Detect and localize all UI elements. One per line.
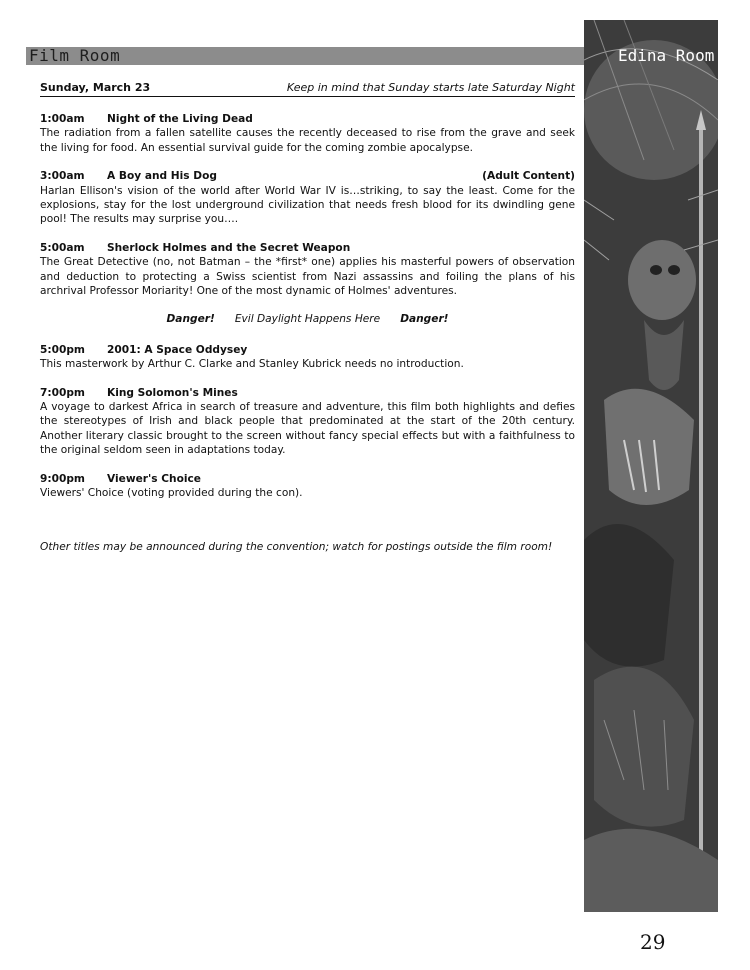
film-time: 5:00pm [40, 343, 85, 356]
danger-notice [40, 312, 575, 326]
film-description: Harlan Ellison's vision of the world after World War IV is…striking, to say the least. Come for the explosions, stay for the lost underground civilization that needs fresh blood for its dwindling gene pool! The results may surprise you…. [40, 184, 575, 226]
film-entry [40, 241, 575, 299]
film-title: 2001: A Space Oddysey [107, 343, 248, 356]
film-title: King Solomon's Mines [107, 386, 238, 399]
schedule-date: Sunday, March 23 [40, 81, 151, 94]
date-line [40, 80, 575, 97]
danger-left: Danger! [166, 313, 215, 326]
film-description: A voyage to darkest Africa in search of treasure and adventure, this film both highlights and defies the stereotypes of Irish and black people that predominated at the start of the 20th century. Another literary classic brought to the screen without fancy special effects but with a faithfulness to the original seldom seen in adaptations today. [40, 401, 575, 457]
film-entry [40, 343, 575, 372]
film-description: This masterwork by Arthur C. Clarke and Stanley Kubrick needs no introduction. [40, 358, 464, 371]
film-description: Viewers' Choice (voting provided during the con). [40, 487, 303, 500]
film-title: Night of the Living Dead [107, 113, 253, 125]
film-entry [40, 472, 575, 501]
film-time: 3:00am [40, 170, 85, 183]
schedule-note: Keep in mind that Sunday starts late Saturday Night [286, 81, 575, 94]
film-heading [40, 112, 575, 126]
film-time: 1:00am [40, 113, 85, 125]
film-time: 5:00am [40, 241, 85, 254]
film-heading [40, 169, 575, 183]
danger-middle: Evil Daylight Happens Here [234, 313, 381, 326]
film-title: Sherlock Holmes and the Secret Weapon [107, 241, 351, 254]
film-heading [40, 386, 575, 400]
film-schedule [40, 112, 575, 514]
content-rating: (Adult Content) [482, 170, 575, 183]
danger-right: Danger! [400, 313, 449, 326]
footnote: Other titles may be announced during the convention; watch for postings outside the film room! [40, 541, 553, 553]
film-heading [40, 472, 575, 486]
film-heading [40, 241, 575, 255]
page-number: 29 [640, 930, 666, 954]
film-entry [40, 386, 575, 458]
film-entry [40, 169, 575, 227]
film-description: The radiation from a fallen satellite causes the recently deceased to rise from the grave and seek the living for food. An essential survival guide for the coming zombie apocalypse. [40, 127, 575, 154]
film-heading [40, 343, 575, 357]
film-time: 7:00pm [40, 386, 85, 399]
decorative-artwork [584, 20, 718, 912]
section-title: Film Room [29, 46, 121, 65]
film-title: A Boy and His Dog [107, 170, 217, 183]
skeleton-illustration [584, 20, 718, 912]
film-time: 9:00pm [40, 472, 85, 485]
film-title: Viewer's Choice [107, 472, 201, 485]
film-description: The Great Detective (no, not Batman – the *first* one) applies his masterful powers of observation and deduction to protecting a Swiss scientist from Nazi assassins and foiling the plans of his archrival Professor Moriarity! One of the most dynamic of Holmes' adventures. [40, 256, 575, 298]
film-entry [40, 112, 575, 155]
room-label: Edina Room [618, 46, 715, 65]
